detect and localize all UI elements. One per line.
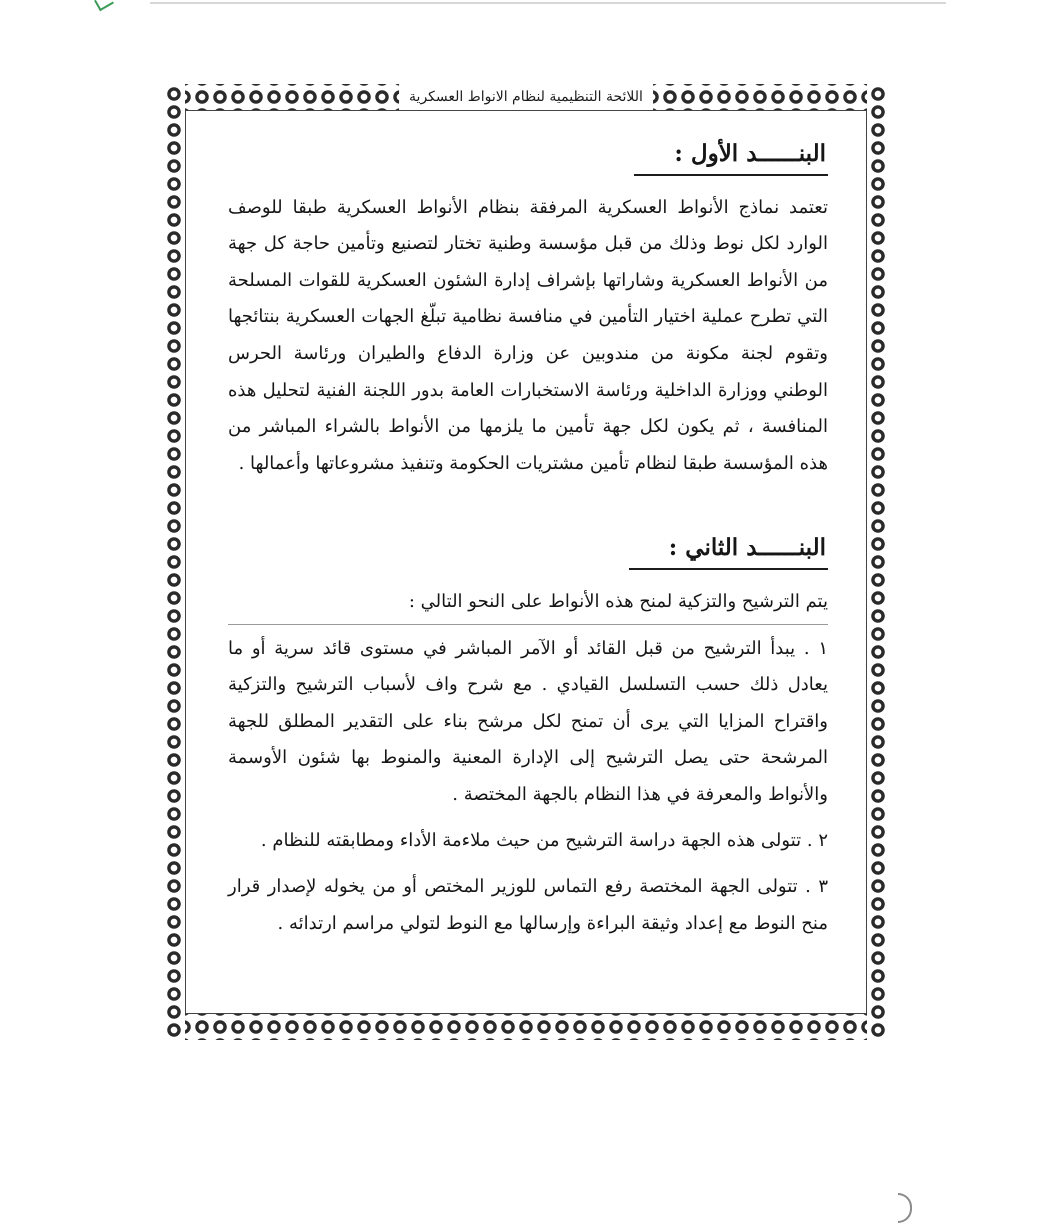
section-second <box>228 534 828 942</box>
list-item: ١ . يبدأ الترشيح من قبل القائد أو الآمر المباشر في مستوى قائد سرية أو ما يعادل ذلك حسب التسلسل القيادي . مع شرح واف لأسباب الترشيح والتزكية واقتراح المزايا التي يرى أن تمنح لكل مرشح بناء على التقدير المطلق للجهة المرشحة حتى يصل الترشيح إلى الإدارة المعنية والمنوط بها شئون الأوسمة والأنواط والمعرفة في هذا النظام بالجهة المختصة . <box>228 637 828 805</box>
corner-check-mark <box>94 0 114 11</box>
scan-top-edge <box>150 2 946 4</box>
page-curl-mark <box>898 1193 912 1223</box>
document-body <box>228 140 828 952</box>
section-first-paragraph: تعتمد نماذج الأنواط العسكرية المرفقة بنظام الأنواط العسكرية طبقا للوصف الوارد لكل نوط وذلك من قبل مؤسسة وطنية تختار لتصنيع وتأمين حاجة كل جهة من الأنواط العسكرية وشاراتها بإشراف إدارة الشئون العسكرية للقوات المسلحة التي تطرح عملية اختيار التأمين في منافسة نظامية تبلّغ الجهات العسكرية بنتائجها وتقوم لجنة مكونة من مندوبين عن وزارة الدفاع والطيران ورئاسة الحرس الوطني ووزارة الداخلية ورئاسة الاستخبارات العامة بدور اللجنة الفنية لتحليل هذه المنافسة ، ثم يكون لكل جهة تأمين ما يلزمها من الأنواط بالشراء المباشر من هذه المؤسسة طبقا لنظام تأمين مشتريات الحكومة وتنفيذ مشروعاتها وأعمالها . <box>228 196 828 474</box>
section-heading-first: البنــــــد الأول : <box>634 140 828 176</box>
list-item: ٣ . تتولى الجهة المختصة رفع التماس للوزير المختص أو من يخوله لإصدار قرار منح النوط مع إعداد وثيقة البراءة وإرسالها مع النوط لتولي مراسم ارتدائه . <box>228 876 828 934</box>
border-left <box>163 84 185 1040</box>
section-first <box>228 140 828 482</box>
list-item: ٢ . تتولى هذه الجهة دراسة الترشيح من حيث ملاءمة الأداء ومطابقته للنظام . <box>260 829 828 851</box>
border-bottom <box>163 1014 889 1040</box>
border-right <box>867 84 889 1040</box>
section-heading-second: البنــــــد الثاني : <box>629 534 828 570</box>
section-second-intro: يتم الترشيح والتزكية لمنح هذه الأنواط على النحو التالي : <box>228 584 828 625</box>
running-header: اللائحة التنظيمية لنظام الانواط العسكرية <box>399 84 653 110</box>
